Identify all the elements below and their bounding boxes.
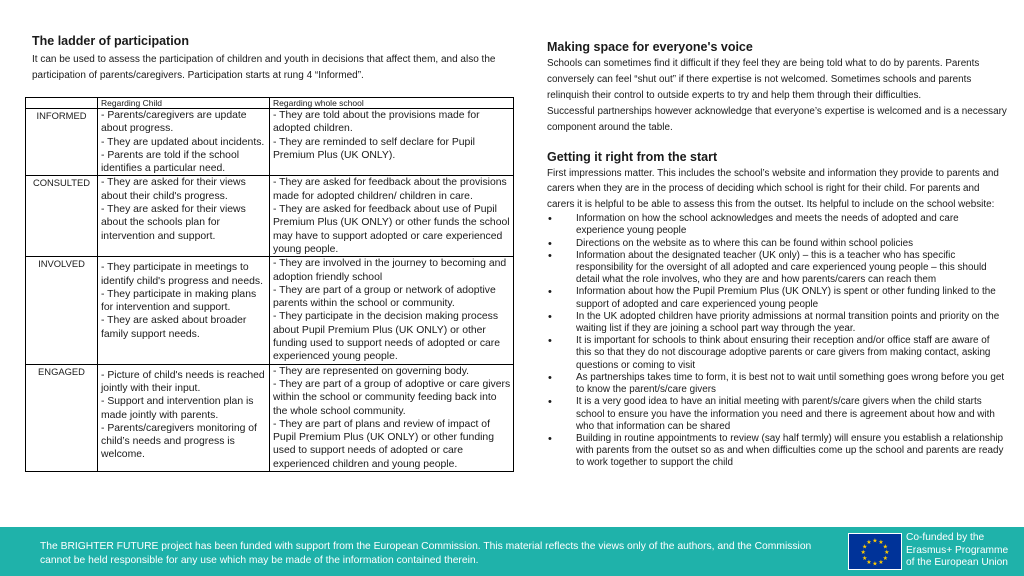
cell-line: - Parents are told if the school identifies a particular need. xyxy=(101,149,240,175)
rung-label: CONSULTED xyxy=(26,176,98,257)
list-item xyxy=(547,372,1007,396)
list-item xyxy=(547,286,1007,310)
list-item xyxy=(547,396,1007,433)
bullet-icon: • xyxy=(548,213,552,226)
list-item-text: In the UK adopted children have priority admissions at normal transition points and priority on the waiting list if they are joining a school part way through the year. xyxy=(576,310,1000,335)
ladder-row-engaged xyxy=(26,364,514,471)
voice-title: Making space for everyone's voice xyxy=(547,40,753,54)
school-cell xyxy=(270,109,514,176)
cell-line: - They are represented on governing body. xyxy=(273,365,470,377)
school-cell xyxy=(270,257,514,364)
eu-text-line: of the European Union xyxy=(906,557,1008,569)
list-item-text: It is a very good idea to have an initial meeting with parent/s/care givers when the child starts school to ensure you have the information you need and there is agreement about how and with who that information can be shared xyxy=(576,396,995,432)
child-cell xyxy=(98,176,270,257)
svg-text:★: ★ xyxy=(884,549,890,556)
cell-line: - They are part of a group or network of adoptive parents within the school or community. xyxy=(273,284,496,310)
ladder-row-consulted xyxy=(26,176,514,257)
list-item xyxy=(547,238,1007,250)
cell-line: - They are part of plans and review of impact of Pupil Premium Plus (UK ONLY) or other funding used to support needs of adopted or care experienced children and young people. xyxy=(273,418,494,470)
rung-label: INVOLVED xyxy=(26,257,98,364)
bullet-icon: • xyxy=(548,335,552,348)
school-cell xyxy=(270,364,514,471)
cell-line: - They are updated about incidents. xyxy=(101,136,265,148)
cell-line: - They are told about the provisions made for adopted children. xyxy=(273,110,480,135)
bullet-icon: • xyxy=(548,249,552,262)
cell-line: - They are asked for their views about the schools plan for intervention and support. xyxy=(101,204,246,242)
bullet-icon: • xyxy=(548,237,552,250)
cell-line: - They participate in the decision making process about Pupil Premium Plus (UK ONLY) or other funding used to support needs of adopted or care experienced young people. xyxy=(273,311,501,363)
cell-line: - They are asked for feedback about use of Pupil Premium Plus (UK ONLY) or other funds the school may have to support adopted or care experienced young people. xyxy=(273,204,510,255)
ladder-header-rung xyxy=(26,98,98,109)
cell-line: - They are involved in the journey to becoming and adoption friendly school xyxy=(273,258,507,283)
cell-line: - They are part of a group of adoptive or care givers within the school or community feeding back into the whole school community. xyxy=(273,378,511,417)
ladder-row-involved xyxy=(26,257,514,364)
funding-disclaimer: The BRIGHTER FUTURE project has been funded with support from the European Commission. This material reflects the views only of the authors, and the Commission cannot be held responsible for any use which may be made of the information contained therein. xyxy=(40,541,812,566)
svg-text:★: ★ xyxy=(878,559,884,566)
cell-line: - They are reminded to self declare for Pupil Premium Plus (UK ONLY). xyxy=(273,136,475,161)
cell-line: - They participate in meetings to identify child's progress and needs. xyxy=(101,262,263,287)
cell-line: - Parents/caregivers are update about progress. xyxy=(101,110,247,135)
list-item-text: Information on how the school acknowledges and meets the needs of adopted and care experience young people xyxy=(576,213,959,237)
rung-label: INFORMED xyxy=(26,109,98,176)
list-item-text: Information about how the Pupil Premium Plus (UK ONLY) is spent or other funding linked to the support of adopted and care experienced young people xyxy=(576,286,996,310)
list-item-text: As partnerships takes time to form, it is best not to wait until something goes wrong before you get to know the parent/s/care givers xyxy=(576,371,1005,396)
svg-text:★: ★ xyxy=(866,539,872,546)
ladder-intro: It can be used to assess the participation of children and youth in decisions that affect them, and also the participation of parents/caregivers. Participation starts at rung 4 “Informed”. xyxy=(32,54,496,81)
ladder-header-school: Regarding whole school xyxy=(270,98,514,109)
child-cell xyxy=(98,257,270,364)
child-cell xyxy=(98,364,270,471)
svg-text:★: ★ xyxy=(882,554,888,562)
list-item-text: It is important for schools to think about ensuring their reception and/or office staff are aware of this so that they do not discourage adoptive parents or care givers from making contact, asking questions or coming to visit xyxy=(576,335,991,371)
svg-text:★: ★ xyxy=(862,543,868,551)
cell-line: - They are asked about broader family support needs. xyxy=(101,315,247,340)
list-item-text: Building in routine appointments to review (say half termly) will ensure you establish a relationship with parents from the outset so as and when difficulties come up the school and parents are ready to work together to support the child xyxy=(576,432,1004,469)
list-item-text: Directions on the website as to where this can be found within school policies xyxy=(576,237,914,249)
cell-line: - Parents/caregivers monitoring of child’s needs and progress is welcome. xyxy=(101,422,257,461)
ladder-title: The ladder of participation xyxy=(32,34,189,48)
footer-band xyxy=(0,527,1024,576)
bullet-icon: • xyxy=(548,432,552,445)
cell-line: - They are asked for feedback about the provisions made for adopted children/ children in care. xyxy=(273,177,507,202)
svg-text:★: ★ xyxy=(866,559,872,566)
eu-flag-icon xyxy=(848,533,902,570)
ladder-header-row xyxy=(26,98,514,109)
child-cell xyxy=(98,109,270,176)
svg-text:★: ★ xyxy=(860,549,866,556)
list-item-text: Information about the designated teacher (UK only) – this is a teacher who has specific responsibility for the oversight of all adopted and care experienced young people – this should detail what the role involves, who they are and how parents/carers can reach them xyxy=(576,249,987,286)
cell-line: - They are asked for their views about their child's progress. xyxy=(101,177,246,202)
cell-line: - Support and intervention plan is made jointly with parents. xyxy=(101,396,254,421)
voice-paragraph: Schools can sometimes find it difficult if they feel they are being told what to do by parents. Parents conversely can feel “shut out” if there expertise is not welcomed. Sometimes schools and parents relinquish their control to outside experts to try and help them through their difficulties. xyxy=(547,58,980,101)
list-item xyxy=(547,311,1007,335)
eu-text-line: Co-funded by the xyxy=(906,532,985,543)
ladder-table xyxy=(25,97,514,472)
school-cell xyxy=(270,176,514,257)
right-column xyxy=(547,38,1007,470)
list-item xyxy=(547,433,1007,470)
bullet-icon: • xyxy=(548,371,552,384)
start-intro: First impressions matter. This includes the school’s website and information they provide to parents and carers when they are in the process of deciding which school is right for their child. For parents and carers it is helpful to be able to assess this from the outset. Its helpful to include on the school website: xyxy=(547,167,999,211)
ladder-header-child: Regarding Child xyxy=(98,98,270,109)
bullet-icon: • xyxy=(548,396,552,409)
svg-text:★: ★ xyxy=(882,543,888,551)
ladder-section xyxy=(32,33,518,84)
svg-text:★: ★ xyxy=(878,539,884,546)
cell-line: - Picture of child's needs is reached jointly with their input. xyxy=(101,369,265,394)
voice-paragraph: Successful partnerships however acknowledge that everyone’s expertise is welcomed and is a necessary component around the table. xyxy=(547,105,1007,133)
svg-text:★: ★ xyxy=(872,560,878,568)
svg-text:★: ★ xyxy=(872,537,878,545)
list-item xyxy=(547,335,1007,372)
start-bullet-list xyxy=(547,213,1007,469)
bullet-icon: • xyxy=(548,310,552,323)
ladder-row-informed xyxy=(26,109,514,176)
rung-label: ENGAGED xyxy=(26,364,98,471)
eu-text-line: Erasmus+ Programme xyxy=(906,544,1009,556)
start-title: Getting it right from the start xyxy=(547,149,718,164)
eu-stars-icon xyxy=(849,534,901,569)
cell-line: - They participate in making plans for intervention and support. xyxy=(101,288,257,314)
list-item xyxy=(547,213,1007,237)
svg-text:★: ★ xyxy=(862,554,868,562)
eu-cofunded-text xyxy=(906,532,1022,570)
bullet-icon: • xyxy=(548,286,552,299)
list-item xyxy=(547,250,1007,287)
